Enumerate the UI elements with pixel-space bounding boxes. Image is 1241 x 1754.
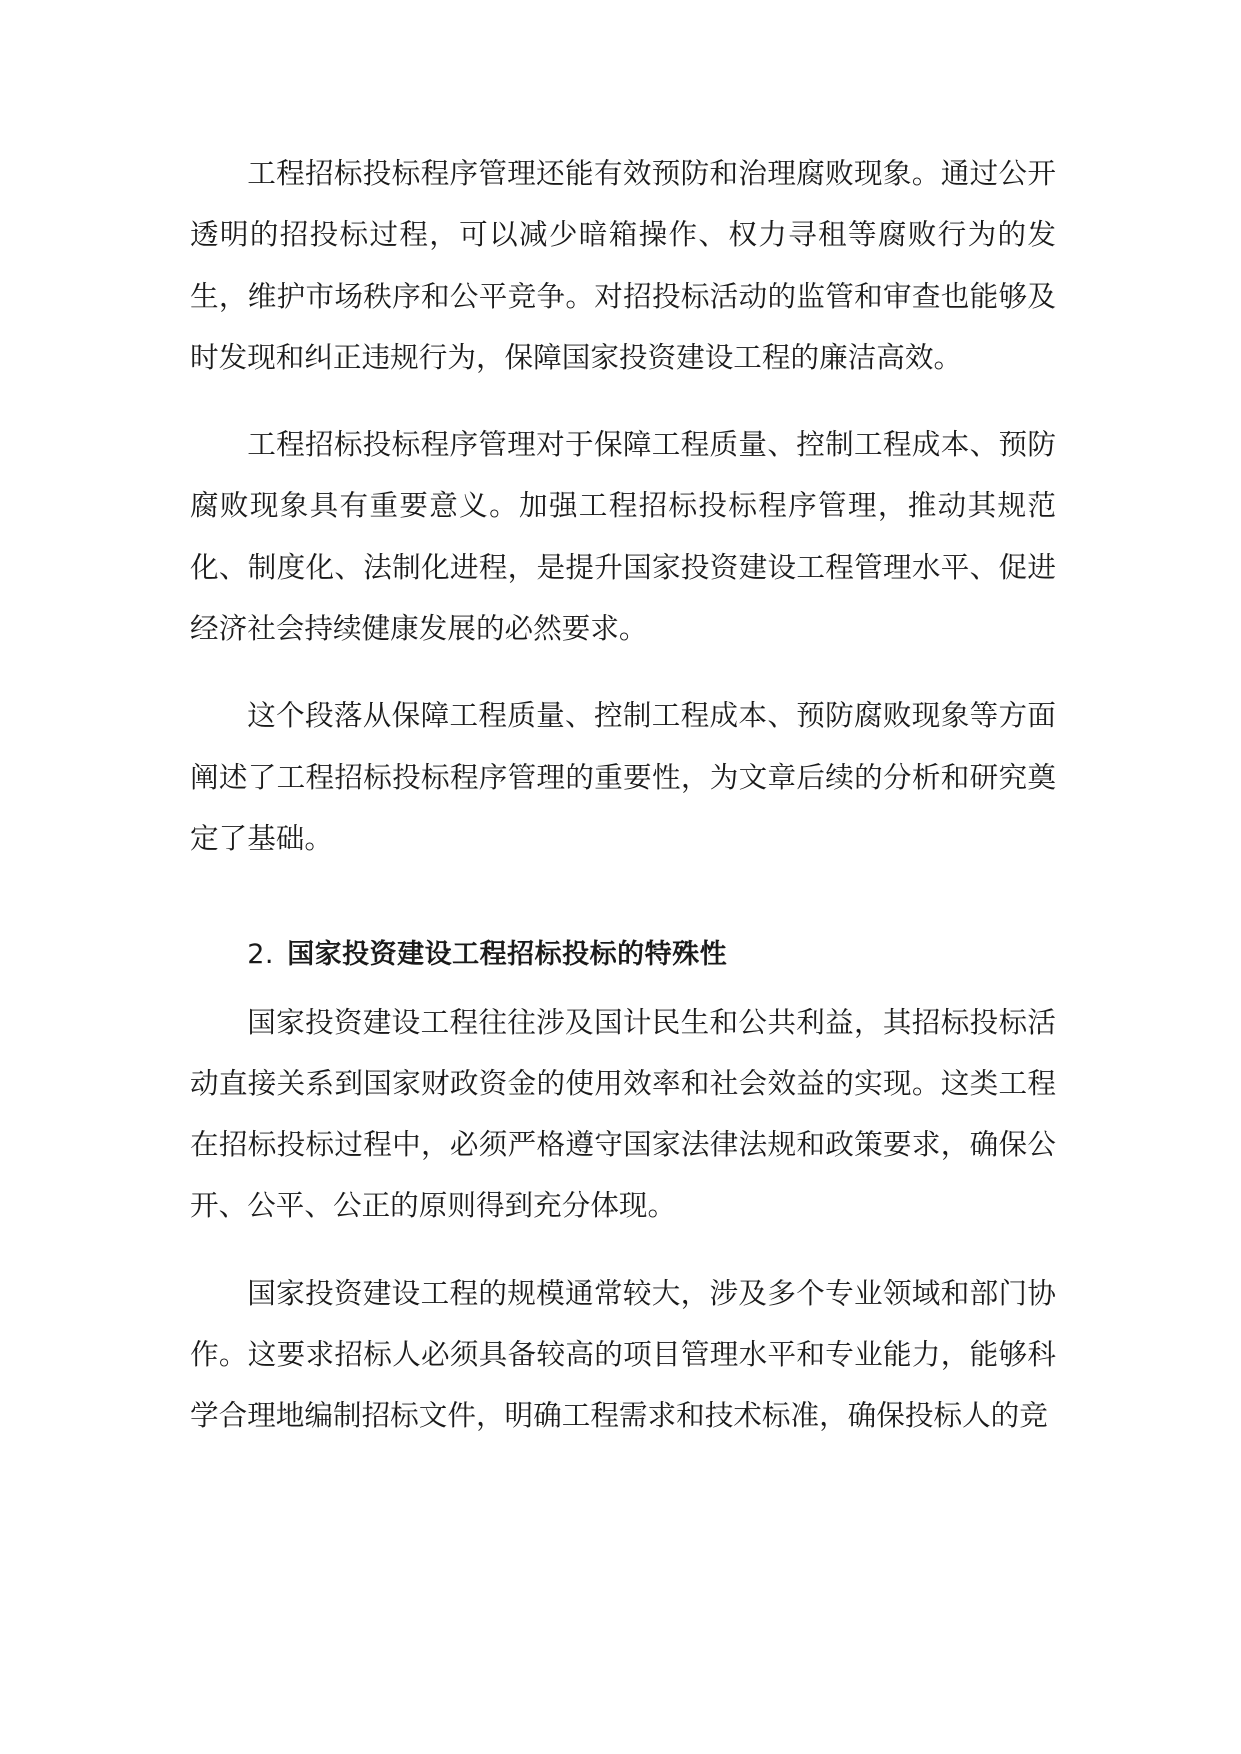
section-heading bbox=[190, 924, 1056, 985]
paragraph-significance: 工程招标投标程序管理对于保障工程质量、控制工程成本、预防腐败现象具有重要意义。加强工程招标投标程序管理，推动其规范化、制度化、法制化进程，是提升国家投资建设工程管理水平、促进经济社会持续健康发展的必然要求。 bbox=[190, 427, 1056, 646]
paragraph-corruption-prevention: 工程招标投标程序管理还能有效预防和治理腐败现象。通过公开透明的招投标过程，可以减少暗箱操作、权力寻租等腐败行为的发生，维护市场秩序和公平竞争。对招投标活动的监管和审查也能够及时发现和纠正违规行为，保障国家投资建设工程的廉洁高效。 bbox=[190, 156, 1056, 374]
paragraph-scale: 国家投资建设工程的规模通常较大，涉及多个专业领域和部门协作。这要求招标人必须具备较高的项目管理水平和专业能力，能够科学合理地编制招标文件，明确工程需求和技术标准，确保投标人的竞 bbox=[190, 1275, 1056, 1433]
section-number: 2. bbox=[247, 939, 274, 971]
section-title: 国家投资建设工程招标投标的特殊性 bbox=[287, 939, 728, 971]
paragraph-public-interest: 国家投资建设工程往往涉及国计民生和公共利益，其招标投标活动直接关系到国家财政资金的使用效率和社会效益的实现。这类工程在招标投标过程中，必须严格遵守国家法律法规和政策要求，确保公开、公平、公正的原则得到充分体现。 bbox=[190, 1004, 1056, 1223]
document-body bbox=[190, 143, 1056, 1447]
paragraph-summary: 这个段落从保障工程质量、控制工程成本、预防腐败现象等方面阐述了工程招标投标程序管理的重要性，为文章后续的分析和研究奠定了基础。 bbox=[190, 698, 1056, 855]
